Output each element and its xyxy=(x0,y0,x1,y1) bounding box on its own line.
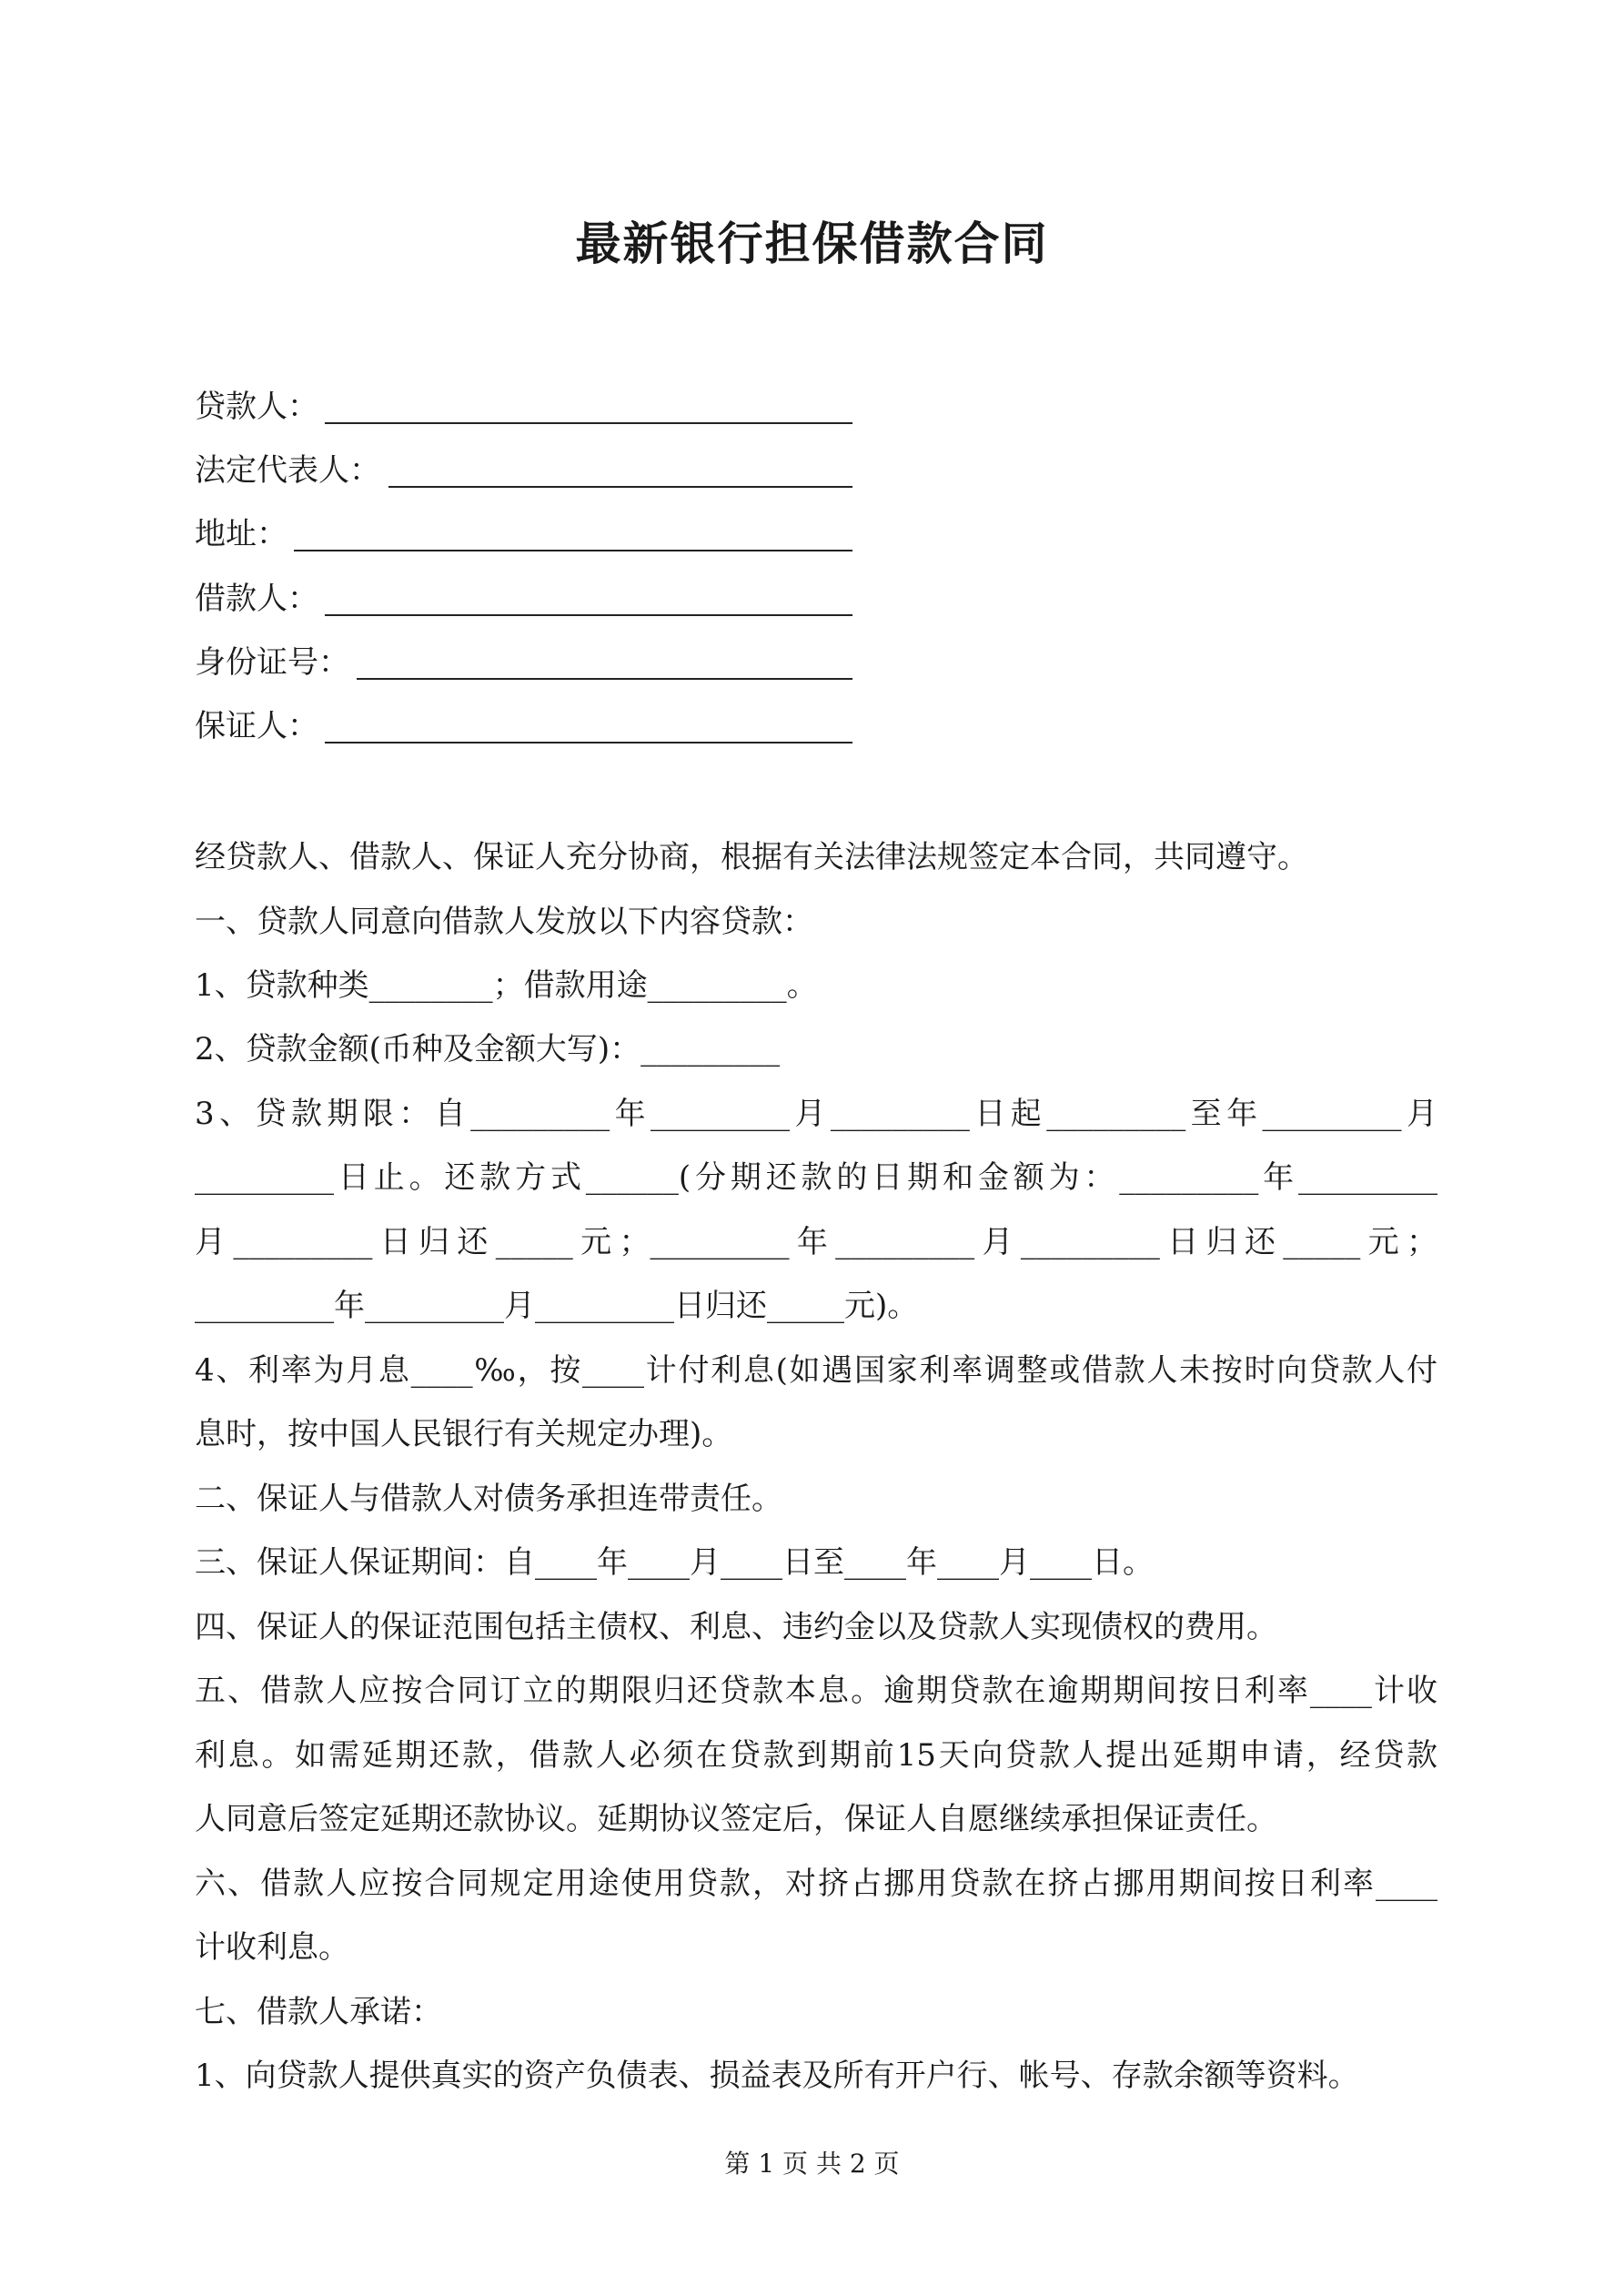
body-line: 息时，按中国人民银行有关规定办理)。 xyxy=(195,1416,733,1452)
field-legal-rep-blank[interactable] xyxy=(388,486,852,488)
field-id-number-label: 身份证号： xyxy=(195,644,349,681)
body-line: 人同意后签定延期还款协议。延期协议签定后，保证人自愿继续承担保证责任。 xyxy=(195,1801,1277,1837)
body-line: 一、贷款人同意向借款人发放以下内容贷款： xyxy=(195,904,813,940)
field-borrower-label: 借款人： xyxy=(195,581,318,617)
field-legal-rep-label: 法定代表人： xyxy=(195,452,380,489)
body-line: 1、贷款种类________；借款用途_________。 xyxy=(195,967,818,1004)
body-line: 四、保证人的保证范围包括主债权、利息、违约金以及贷款人实现债权的费用。 xyxy=(195,1609,1277,1645)
field-legal-rep xyxy=(195,450,852,491)
body-line: 三、保证人保证期间：自____年____月____日至____年____月____日。 xyxy=(195,1544,1154,1581)
field-guarantor-label: 保证人： xyxy=(195,708,318,744)
field-address-blank[interactable] xyxy=(294,550,852,551)
body-line: 二、保证人与借款人对债务承担连带责任。 xyxy=(195,1481,782,1517)
body-line: 计收利息。 xyxy=(195,1929,349,1966)
body-line: 2、贷款金额(币种及金额大写)：_________ xyxy=(195,1031,781,1067)
body-line: 六、借款人应按合同规定用途使用贷款，对挤占挪用贷款在挤占挪用期间按日利率____ xyxy=(195,1866,1437,1902)
field-lender xyxy=(195,386,852,428)
body-line: 月_________日归还_____元；_________年_________月_________日归还_____元； xyxy=(195,1224,1437,1260)
field-borrower xyxy=(195,578,852,620)
field-guarantor-blank[interactable] xyxy=(325,742,852,743)
field-lender-label: 贷款人： xyxy=(195,389,318,425)
field-address-label: 地址： xyxy=(195,516,287,552)
body-line: 1、向贷款人提供真实的资产负债表、损益表及所有开户行、帐号、存款余额等资料。 xyxy=(195,2058,1359,2094)
field-address xyxy=(195,513,852,555)
field-id-number xyxy=(195,642,852,683)
body-line: 七、借款人承诺： xyxy=(195,1994,442,2030)
body-line: 3、贷款期限：自_________年_________月_________日起_________至年_________月 xyxy=(195,1096,1437,1132)
body-line: _________年_________月_________日归还_____元)。 xyxy=(195,1288,919,1324)
field-borrower-blank[interactable] xyxy=(325,614,852,616)
field-lender-blank[interactable] xyxy=(325,422,852,424)
body-line: 经贷款人、借款人、保证人充分协商，根据有关法律法规签定本合同，共同遵守。 xyxy=(195,839,1308,875)
body-line: 4、利率为月息____‰，按____计付利息(如遇国家利率调整或借款人未按时向贷款人付 xyxy=(195,1352,1437,1389)
body-line: _________日止。还款方式______(分期还款的日期和金额为：_________年_________ xyxy=(195,1159,1437,1196)
page-footer: 第 1 页 共 2 页 xyxy=(724,2149,900,2179)
body-line: 五、借款人应按合同订立的期限归还贷款本息。逾期贷款在逾期期间按日利率____计收 xyxy=(195,1673,1437,1709)
field-guarantor xyxy=(195,705,852,747)
field-id-number-blank[interactable] xyxy=(357,678,852,680)
document-title: 最新银行担保借款合同 xyxy=(575,217,1049,270)
body-line: 利息。如需延期还款，借款人必须在贷款到期前15天向贷款人提出延期申请，经贷款 xyxy=(195,1737,1437,1774)
